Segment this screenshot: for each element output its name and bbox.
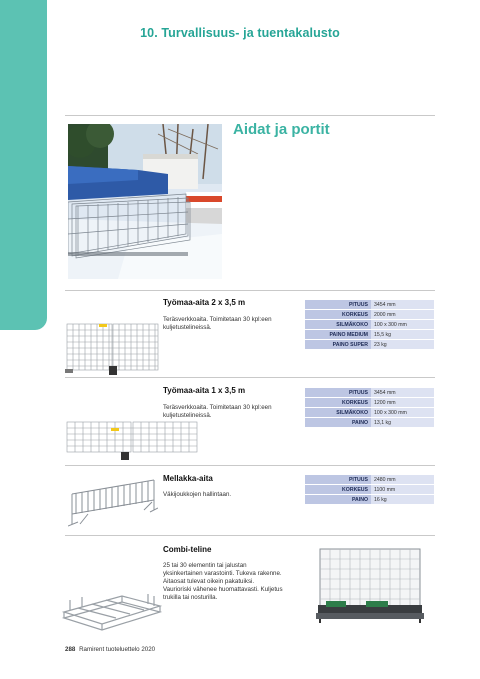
spec-row: [305, 320, 434, 329]
spec-label: KORKEUS: [305, 310, 371, 319]
page-footer: [65, 646, 155, 653]
spec-row: [305, 300, 434, 309]
spec-table: [305, 474, 434, 505]
product-description: Teräsverkkoaita. Toimitetaan 30 kpl:een kuljetustelineissä.: [163, 316, 272, 331]
spec-label: PAINO SUPER: [305, 340, 371, 349]
divider: [65, 290, 435, 291]
spec-row: [305, 310, 434, 319]
spec-row: [305, 475, 434, 484]
spec-value: 100 x 300 mm: [371, 320, 434, 329]
spec-value: 3454 mm: [371, 300, 434, 309]
page-number: 288: [65, 646, 76, 653]
spec-label: PAINO MEDIUM: [305, 330, 371, 339]
barrier-illustration: [68, 474, 158, 535]
divider: [65, 465, 435, 466]
spec-value: 1200 mm: [371, 398, 434, 407]
chapter-side-band: [0, 0, 47, 330]
spec-row: [305, 495, 434, 504]
spec-label: PITUUS: [305, 475, 371, 484]
spec-value: 1100 mm: [371, 485, 434, 494]
product-name: Työmaa-aita 1 x 3,5 m: [163, 386, 246, 395]
product-name: Työmaa-aita 2 x 3,5 m: [163, 298, 246, 307]
spec-value: 3454 mm: [371, 388, 434, 397]
divider: [65, 115, 435, 116]
spec-value: 2480 mm: [371, 475, 434, 484]
spec-label: PITUUS: [305, 300, 371, 309]
spec-row: [305, 418, 434, 427]
divider: [65, 377, 435, 378]
spec-value: 100 x 300 mm: [371, 408, 434, 417]
spec-label: PITUUS: [305, 388, 371, 397]
spec-label: PAINO: [305, 495, 371, 504]
spec-value: 2000 mm: [371, 310, 434, 319]
spec-label: KORKEUS: [305, 398, 371, 407]
spec-value: 16 kg: [371, 495, 434, 504]
spec-row: [305, 388, 434, 397]
divider: [65, 535, 435, 536]
spec-label: SILMÄKOKO: [305, 320, 371, 329]
fence-illustration: [65, 318, 160, 383]
spec-label: KORKEUS: [305, 485, 371, 494]
spec-row: [305, 398, 434, 407]
spec-label: PAINO: [305, 418, 371, 427]
product-description: Teräsverkkoaita. Toimitetaan 30 kpl:een kuljetustelineissä.: [163, 404, 272, 419]
fence-photo: [68, 124, 222, 279]
spec-row: [305, 408, 434, 417]
spec-value: 13,1 kg: [371, 418, 434, 427]
spec-row: [305, 340, 434, 349]
chapter-title: 10. Turvallisuus- ja tuentakalusto: [140, 26, 340, 40]
spec-table: [305, 299, 434, 350]
fence-illustration: [65, 418, 200, 467]
spec-value: 15,5 kg: [371, 330, 434, 339]
product-description: 25 tai 30 elementin tai jalustan yksinkertainen varastointi. Tukeva rakenne. Aitaosat tulevat oikein pakatuiksi. Vaurioriski vähenee huomattavasti. Kuljetus trukilla tai nosturilla.: [163, 562, 283, 601]
spec-row: [305, 330, 434, 339]
combi-rack-photo: [316, 545, 426, 632]
product-name: Combi-teline: [163, 545, 212, 554]
combi-rack-illustration: [62, 574, 162, 641]
section-title: Aidat ja portit: [233, 121, 330, 138]
footer-text: Ramirent tuoteluettelo 2020: [79, 646, 156, 653]
spec-row: [305, 485, 434, 494]
spec-table: [305, 387, 434, 428]
spec-label: SILMÄKOKO: [305, 408, 371, 417]
product-name: Mellakka-aita: [163, 474, 213, 483]
product-description: Väkijoukkojen hallintaan.: [163, 491, 232, 498]
spec-value: 23 kg: [371, 340, 434, 349]
